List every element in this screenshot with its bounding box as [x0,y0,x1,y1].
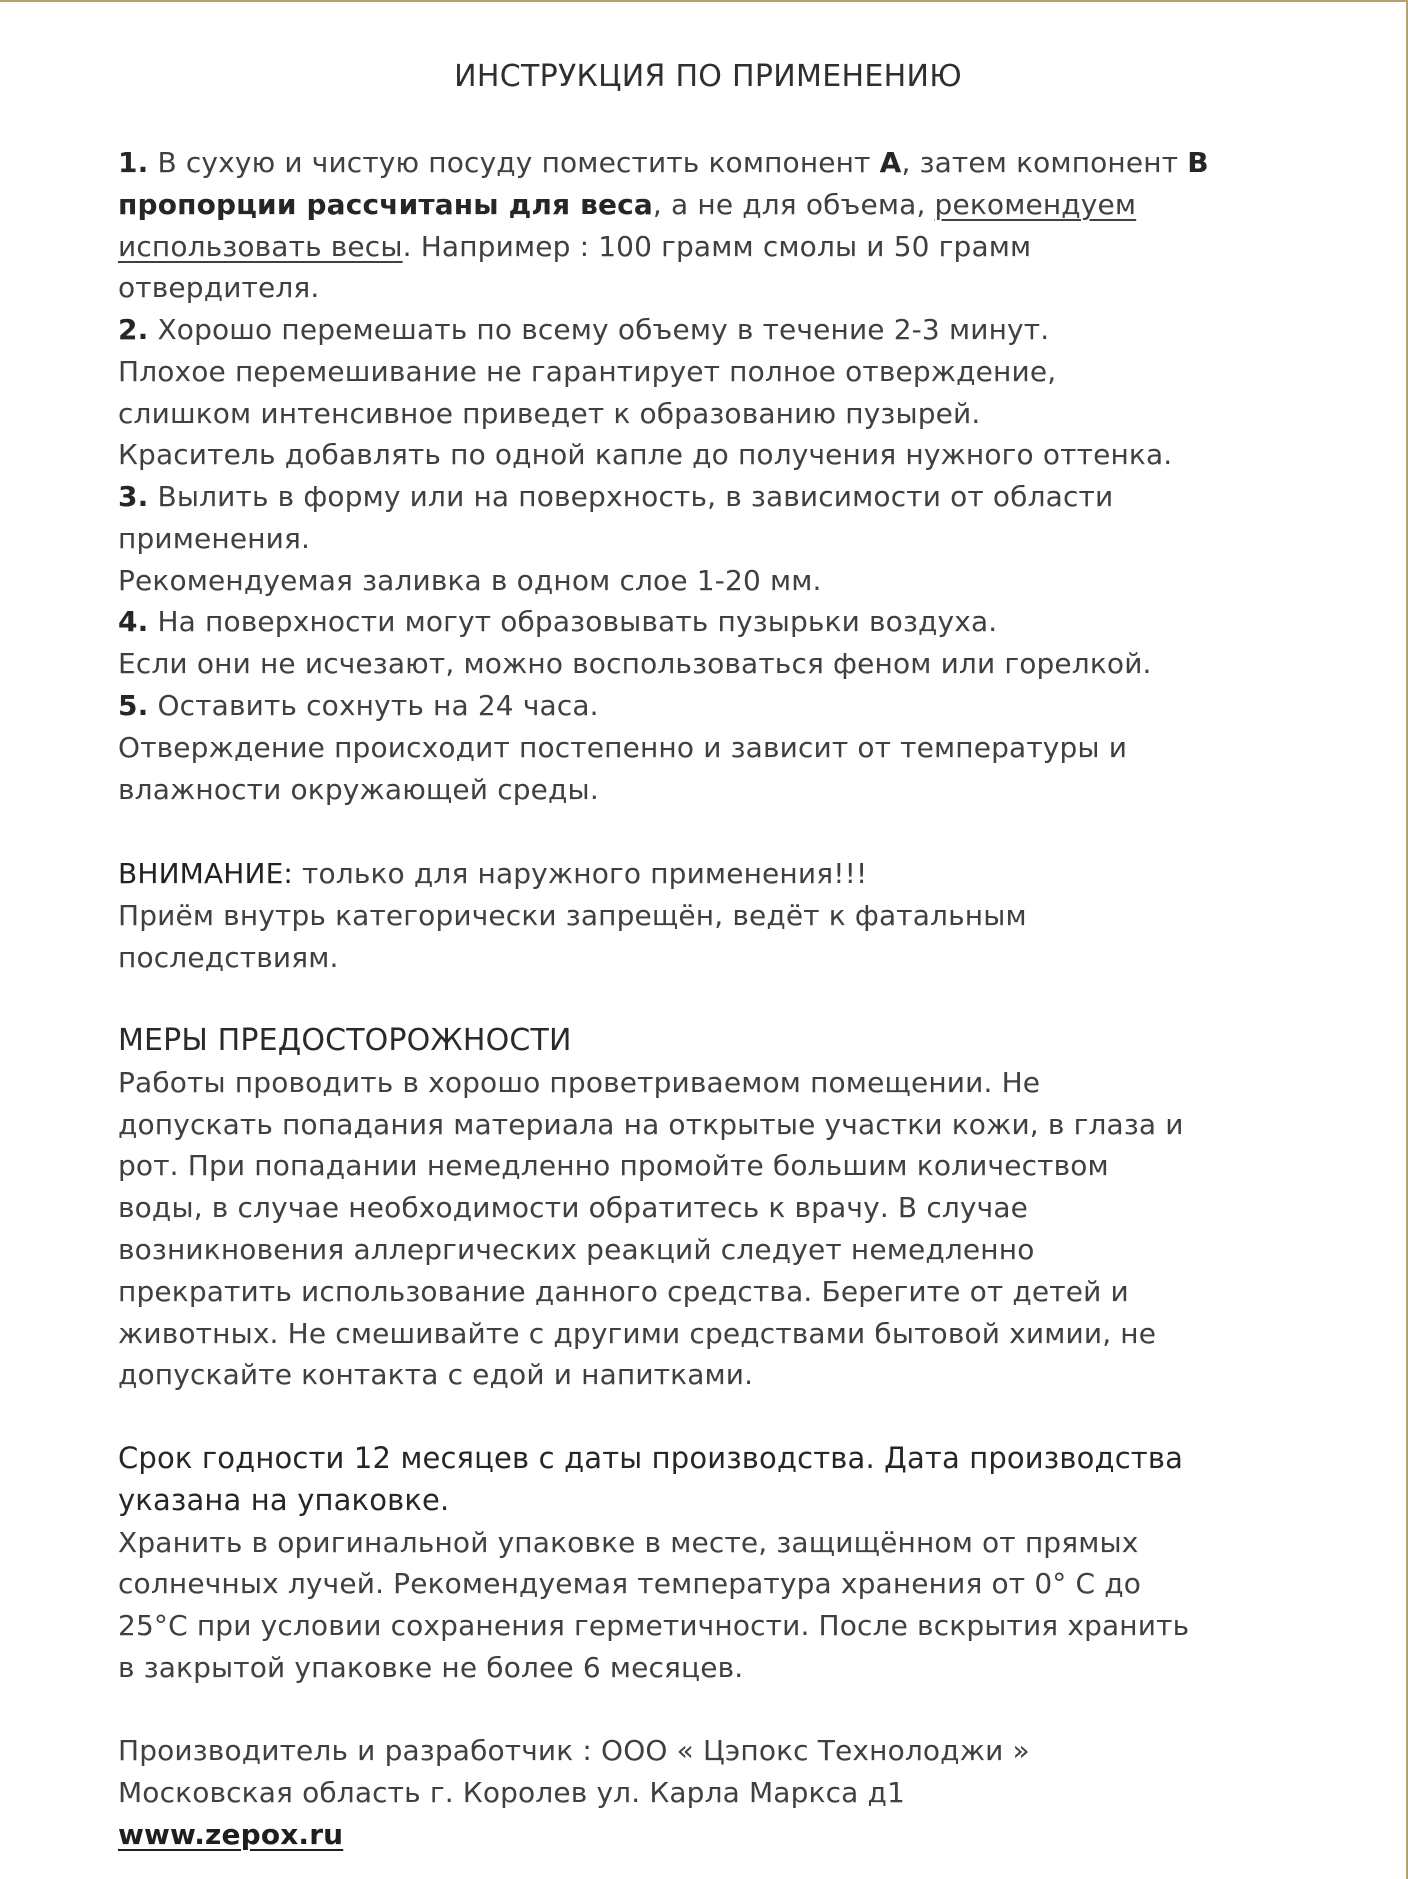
step-5 [118,685,1328,810]
step-5-line-3: влажности окружающей среды. [118,772,599,806]
step-text: Оставить сохнуть на 24 часа. [148,689,599,722]
step-text: На поверхности могут образовывать пузырьки воздуха. [148,605,998,638]
step-text: В сухую и чистую посуду поместить компонент [148,146,880,179]
precautions-line: прекратить использование данного средства. Берегите от детей и [118,1274,1129,1308]
storage-block [118,1438,1328,1689]
step-3-line-1 [118,476,1328,518]
step-5-line-1 [118,685,1328,727]
warning-label: ВНИМАНИЕ: [118,857,293,890]
underlined-text: рекомендуем [934,187,1137,221]
precautions-block [118,1020,1328,1396]
step-2-line-3: слишком интенсивное приведет к образованию пузырей. [118,396,981,430]
step-text: Вылить в форму или на поверхность, в зависимости от области [148,480,1114,513]
step-text: , а не для объема, [652,187,935,221]
storage-line: в закрытой упаковке не более 6 месяцев. [118,1650,744,1684]
page-title: ИНСТРУКЦИЯ ПО ПРИМЕНЕНИЮ [454,59,962,94]
component-a: А [879,146,902,179]
step-1-line-1 [118,142,1328,184]
precautions-heading: МЕРЫ ПРЕДОСТОРОЖНОСТИ [118,1023,572,1058]
step-text: Хорошо перемешать по всему объему в течение 2-3 минут. [148,313,1050,346]
precautions-line: возникновения аллергических реакций следует немедленно [118,1232,1035,1266]
step-2-line-4: Краситель добавлять по одной капле до получения нужного оттенка. [118,438,1173,472]
storage-line: 25°С при условии сохранения герметичности. После вскрытия хранить [118,1609,1190,1643]
component-b: В [1187,146,1209,179]
underlined-text: использовать весы [118,229,403,263]
website-line [118,1814,1328,1856]
step-4-line-1 [118,601,1328,643]
bold-note: пропорции рассчитаны для веса [118,187,653,221]
step-number: 3. [118,480,149,513]
step-text: , затем компонент [901,146,1188,179]
step-number: 2. [118,313,149,346]
step-1-line-2 [118,184,1328,226]
step-1-line-4: отвердителя. [118,271,320,305]
warning-line-1 [118,853,1328,895]
step-1-line-3 [118,226,1328,268]
precautions-line: допускайте контакта с едой и напитками. [118,1358,754,1392]
step-2-line-2: Плохое перемешивание не гарантирует полное отверждение, [118,354,1057,388]
step-2-line-1 [118,309,1328,351]
storage-line: солнечных лучей. Рекомендуемая температура хранения от 0° С до [118,1567,1142,1601]
website-link[interactable]: www.zepox.ru [118,1817,344,1851]
step-4-line-2: Если они не исчезают, можно воспользоваться феном или горелкой. [118,646,1152,680]
step-number: 5. [118,689,149,722]
shelf-life-line-2: указана на упаковке. [118,1482,450,1517]
warning-line-2: Приём внутрь категорически запрещён, ведёт к фатальным [118,898,1027,932]
step-5-line-2: Отверждение происходит постепенно и зависит от температуры и [118,730,1128,764]
step-number: 1. [118,146,149,179]
precautions-line: Работы проводить в хорошо проветриваемом помещении. Не [118,1065,1041,1099]
step-2 [118,309,1328,476]
step-number: 4. [118,605,149,638]
warning-line-3: последствиям. [118,940,339,974]
warning-block [118,853,1328,978]
step-3-line-3: Рекомендуемая заливка в одном слое 1-20 мм. [118,563,822,597]
step-3 [118,476,1328,601]
step-3-line-2: применения. [118,521,311,555]
shelf-life-line-1: Срок годности 12 месяцев с даты производства. Дата производства [118,1441,1184,1475]
precautions-line: допускать попадания материала на открытые участки кожи, в глаза и [118,1107,1184,1141]
address-line: Московская область г. Королев ул. Карла Маркса д1 [118,1775,905,1809]
step-4 [118,601,1328,685]
manufacturer-block [118,1730,1328,1855]
step-text: . Например : 100 грамм смолы и 50 грамм [402,229,1032,263]
storage-line: Хранить в оригинальной упаковке в месте, защищённом от прямых [118,1525,1139,1559]
warning-text: только для наружного применения!!! [293,857,868,890]
precautions-line: рот. При попадании немедленно промойте большим количеством [118,1149,1109,1183]
manufacturer-line: Производитель и разработчик : ООО « Цэпокс Технолоджи » [118,1734,1030,1767]
precautions-line: воды, в случае необходимости обратитесь к врачу. В случае [118,1191,1029,1225]
step-1 [118,142,1328,309]
precautions-line: животных. Не смешивайте с другими средствами бытовой химии, не [118,1316,1157,1350]
